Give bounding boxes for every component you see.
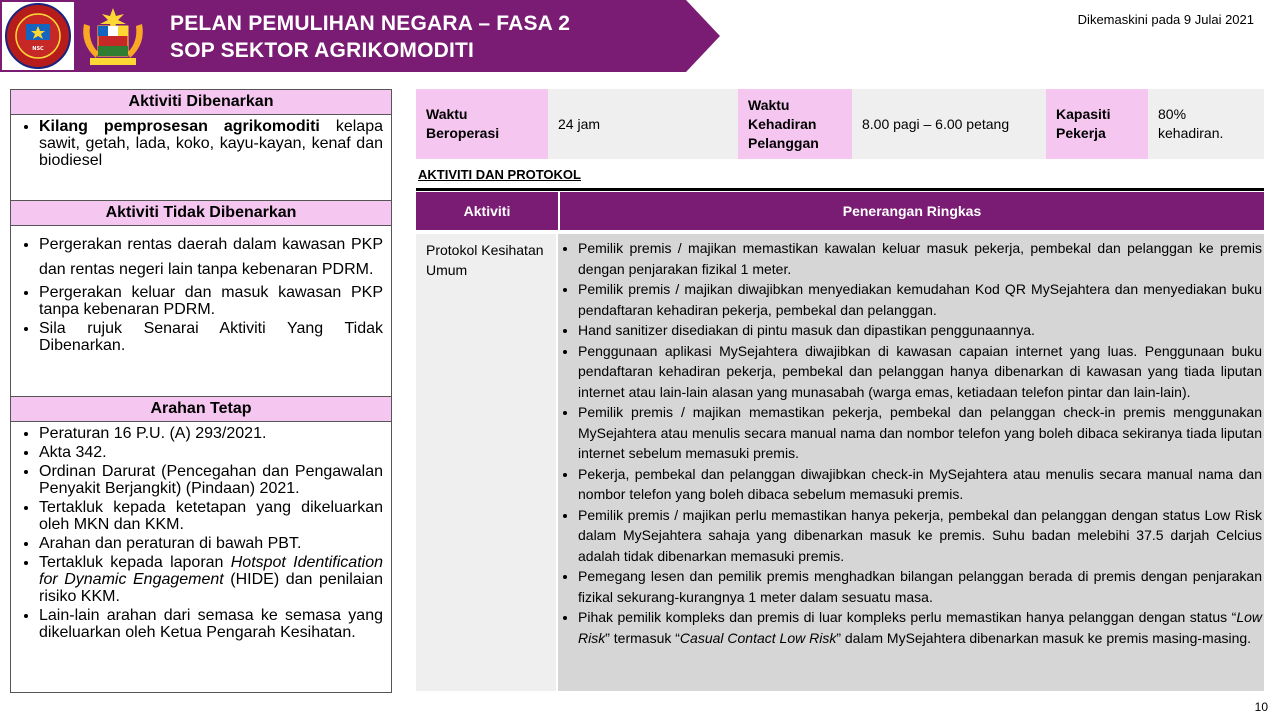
info-bar: [416, 89, 1264, 159]
list-item: • Pemilik premis / majikan diwajibkan menyediakan kemudahan Kod QR MySejahtera dan menyediakan buku pendaftaran kehadiran pekerja, pembekal dan pelanggan.: [578, 279, 1262, 320]
column-header-activity: Aktiviti: [416, 192, 560, 230]
last-i1: Low Risk: [578, 609, 1262, 646]
description-cell: [558, 234, 1264, 691]
list-item: • Peraturan 16 P.U. (A) 293/2021.: [39, 425, 383, 442]
capacity-label: Kapasiti Pekerja: [1046, 89, 1148, 159]
not-allowed-activities-body: [11, 226, 391, 396]
hide-pre: Tertakluk kepada laporan: [39, 554, 231, 571]
page-number: 10: [1254, 700, 1268, 714]
list-item: • Pemilik premis / majikan memastikan kawalan keluar masuk pekerja, pembekal dan pelanggan ke premis dengan penjarakan fizikal 1 meter.: [578, 238, 1262, 279]
list-item: • Ordinan Darurat (Pencegahan dan Pengawalan Penyakit Berjangkit) (Pindaan) 2021.: [39, 463, 383, 497]
title-line-1: PELAN PEMULIHAN NEGARA – FASA 2: [170, 12, 571, 35]
list-item: • Hand sanitizer disediakan di pintu masuk dan dipastikan penggunaannya.: [578, 320, 1262, 341]
standing-orders-header: Arahan Tetap: [11, 396, 391, 422]
coat-of-arms-logo: [76, 4, 150, 68]
standing-orders-body: [11, 422, 391, 647]
nsc-abbrev: NSC: [32, 46, 44, 52]
list-item: • Pemilik premis / majikan perlu memastikan hanya pekerja, pembekal dan pelanggan dengan status Low Risk dalam MySejahtera sahaja yang dibenarkan masuk ke premis. Suhu badan melebihi 37.5 darjah Celcius adalah tidak dibenarkan memasuki premis.: [578, 505, 1262, 567]
capacity-value: 80% kehadiran.: [1148, 89, 1264, 159]
visit-value: 8.00 pagi – 6.00 petang: [852, 89, 1046, 159]
list-item: • Arahan dan peraturan di bawah PBT.: [39, 535, 383, 552]
page-title: [170, 10, 570, 64]
section-divider: [416, 188, 1264, 191]
title-line-2: SOP SEKTOR AGRIKOMODITI: [170, 39, 475, 62]
list-item: • Pergerakan keluar dan masuk kawasan PKP tanpa kebenaran PDRM.: [39, 284, 383, 318]
list-item: • Akta 342.: [39, 444, 383, 461]
hours-label: Waktu Beroperasi: [416, 89, 548, 159]
section-title: AKTIVITI DAN PROTOKOL: [418, 167, 581, 182]
list-item: [39, 554, 383, 605]
allowed-activities-header: Aktiviti Dibenarkan: [11, 90, 391, 115]
table-row: [416, 234, 1264, 691]
list-item: • Pemilik premis / majikan memastikan pekerja, pembekal dan pelanggan check-in premis menggunakan MySejahtera atau menulis secara manual nama dan nombor telefon yang boleh dibaca sekiranya tiada liputan internet sebelum memasuki premis.: [578, 402, 1262, 464]
last-p2: ” termasuk “: [605, 629, 680, 646]
list-item: • Tertakluk kepada ketetapan yang dikeluarkan oleh MKN dan KKM.: [39, 499, 383, 533]
protocol-table: [416, 192, 1264, 693]
list-item: • Pemegang lesen dan pemilik premis menghadkan bilangan pelanggan berada di premis dengan penjarakan fizikal sekurang-kurangnya 1 meter dalam sesuatu masa.: [578, 566, 1262, 607]
allowed-item-rest: kelapa sawit, getah, lada, koko, kayu-kayan, kenaf dan biodiesel: [39, 118, 383, 169]
hours-value: 24 jam: [548, 89, 738, 159]
nsc-logo: [2, 2, 74, 70]
last-p1: Pihak pemilik kompleks dan premis di luar kompleks perlu memastikan hanya pelanggan dengan status “: [578, 609, 1237, 625]
list-item: • Penggunaan aplikasi MySejahtera diwajibkan di kawasan capaian internet yang luas. Penggunaan buku pendaftaran kehadiran pekerja, pembekal dan pelanggan hanya dibenarkan di kawasan yang tiada liputan internet atau lain-lain alasan yang munasabah (warga emas, ketiadaan telefon pintar dan lain-lain).: [578, 341, 1262, 403]
list-item: • Pekerja, pembekal dan pelanggan diwajibkan check-in MySejahtera atau menulis secara manual nama dan nombor telefon yang boleh dibaca sebelum memasuki premis.: [578, 464, 1262, 505]
list-item: • Sila rujuk Senarai Aktiviti Yang Tidak Dibenarkan.: [39, 320, 383, 354]
not-allowed-activities-header: Aktiviti Tidak Dibenarkan: [11, 200, 391, 226]
list-item: [39, 118, 383, 169]
allowed-activities-body: [11, 115, 391, 200]
table-header: [416, 192, 1264, 230]
list-item: [578, 607, 1262, 648]
list-item: • Lain-lain arahan dari semasa ke semasa yang dikeluarkan oleh Ketua Pengarah Kesihatan.: [39, 607, 383, 641]
updated-date: Dikemaskini pada 9 Julai 2021: [1077, 12, 1254, 27]
visit-label: Waktu Kehadiran Pelanggan: [738, 89, 852, 159]
last-p3: ” dalam MySejahtera dibenarkan masuk ke premis masing-masing.: [836, 629, 1252, 646]
list-item: • Pergerakan rentas daerah dalam kawasan PKP dan rentas negeri lain tanpa kebenaran PDRM.: [39, 232, 383, 282]
left-panel: [10, 89, 392, 693]
hide-italic: Hotspot Identification for Dynamic Engagement: [39, 554, 383, 588]
activity-cell: Protokol Kesihatan Umum: [416, 234, 558, 691]
hide-post: (HIDE) dan penilaian risiko KKM.: [39, 571, 384, 605]
allowed-item-bold: Kilang pemprosesan agrikomoditi: [39, 118, 320, 135]
last-i2: Casual Contact Low Risk: [679, 629, 837, 646]
column-header-description: Penerangan Ringkas: [842, 203, 982, 219]
